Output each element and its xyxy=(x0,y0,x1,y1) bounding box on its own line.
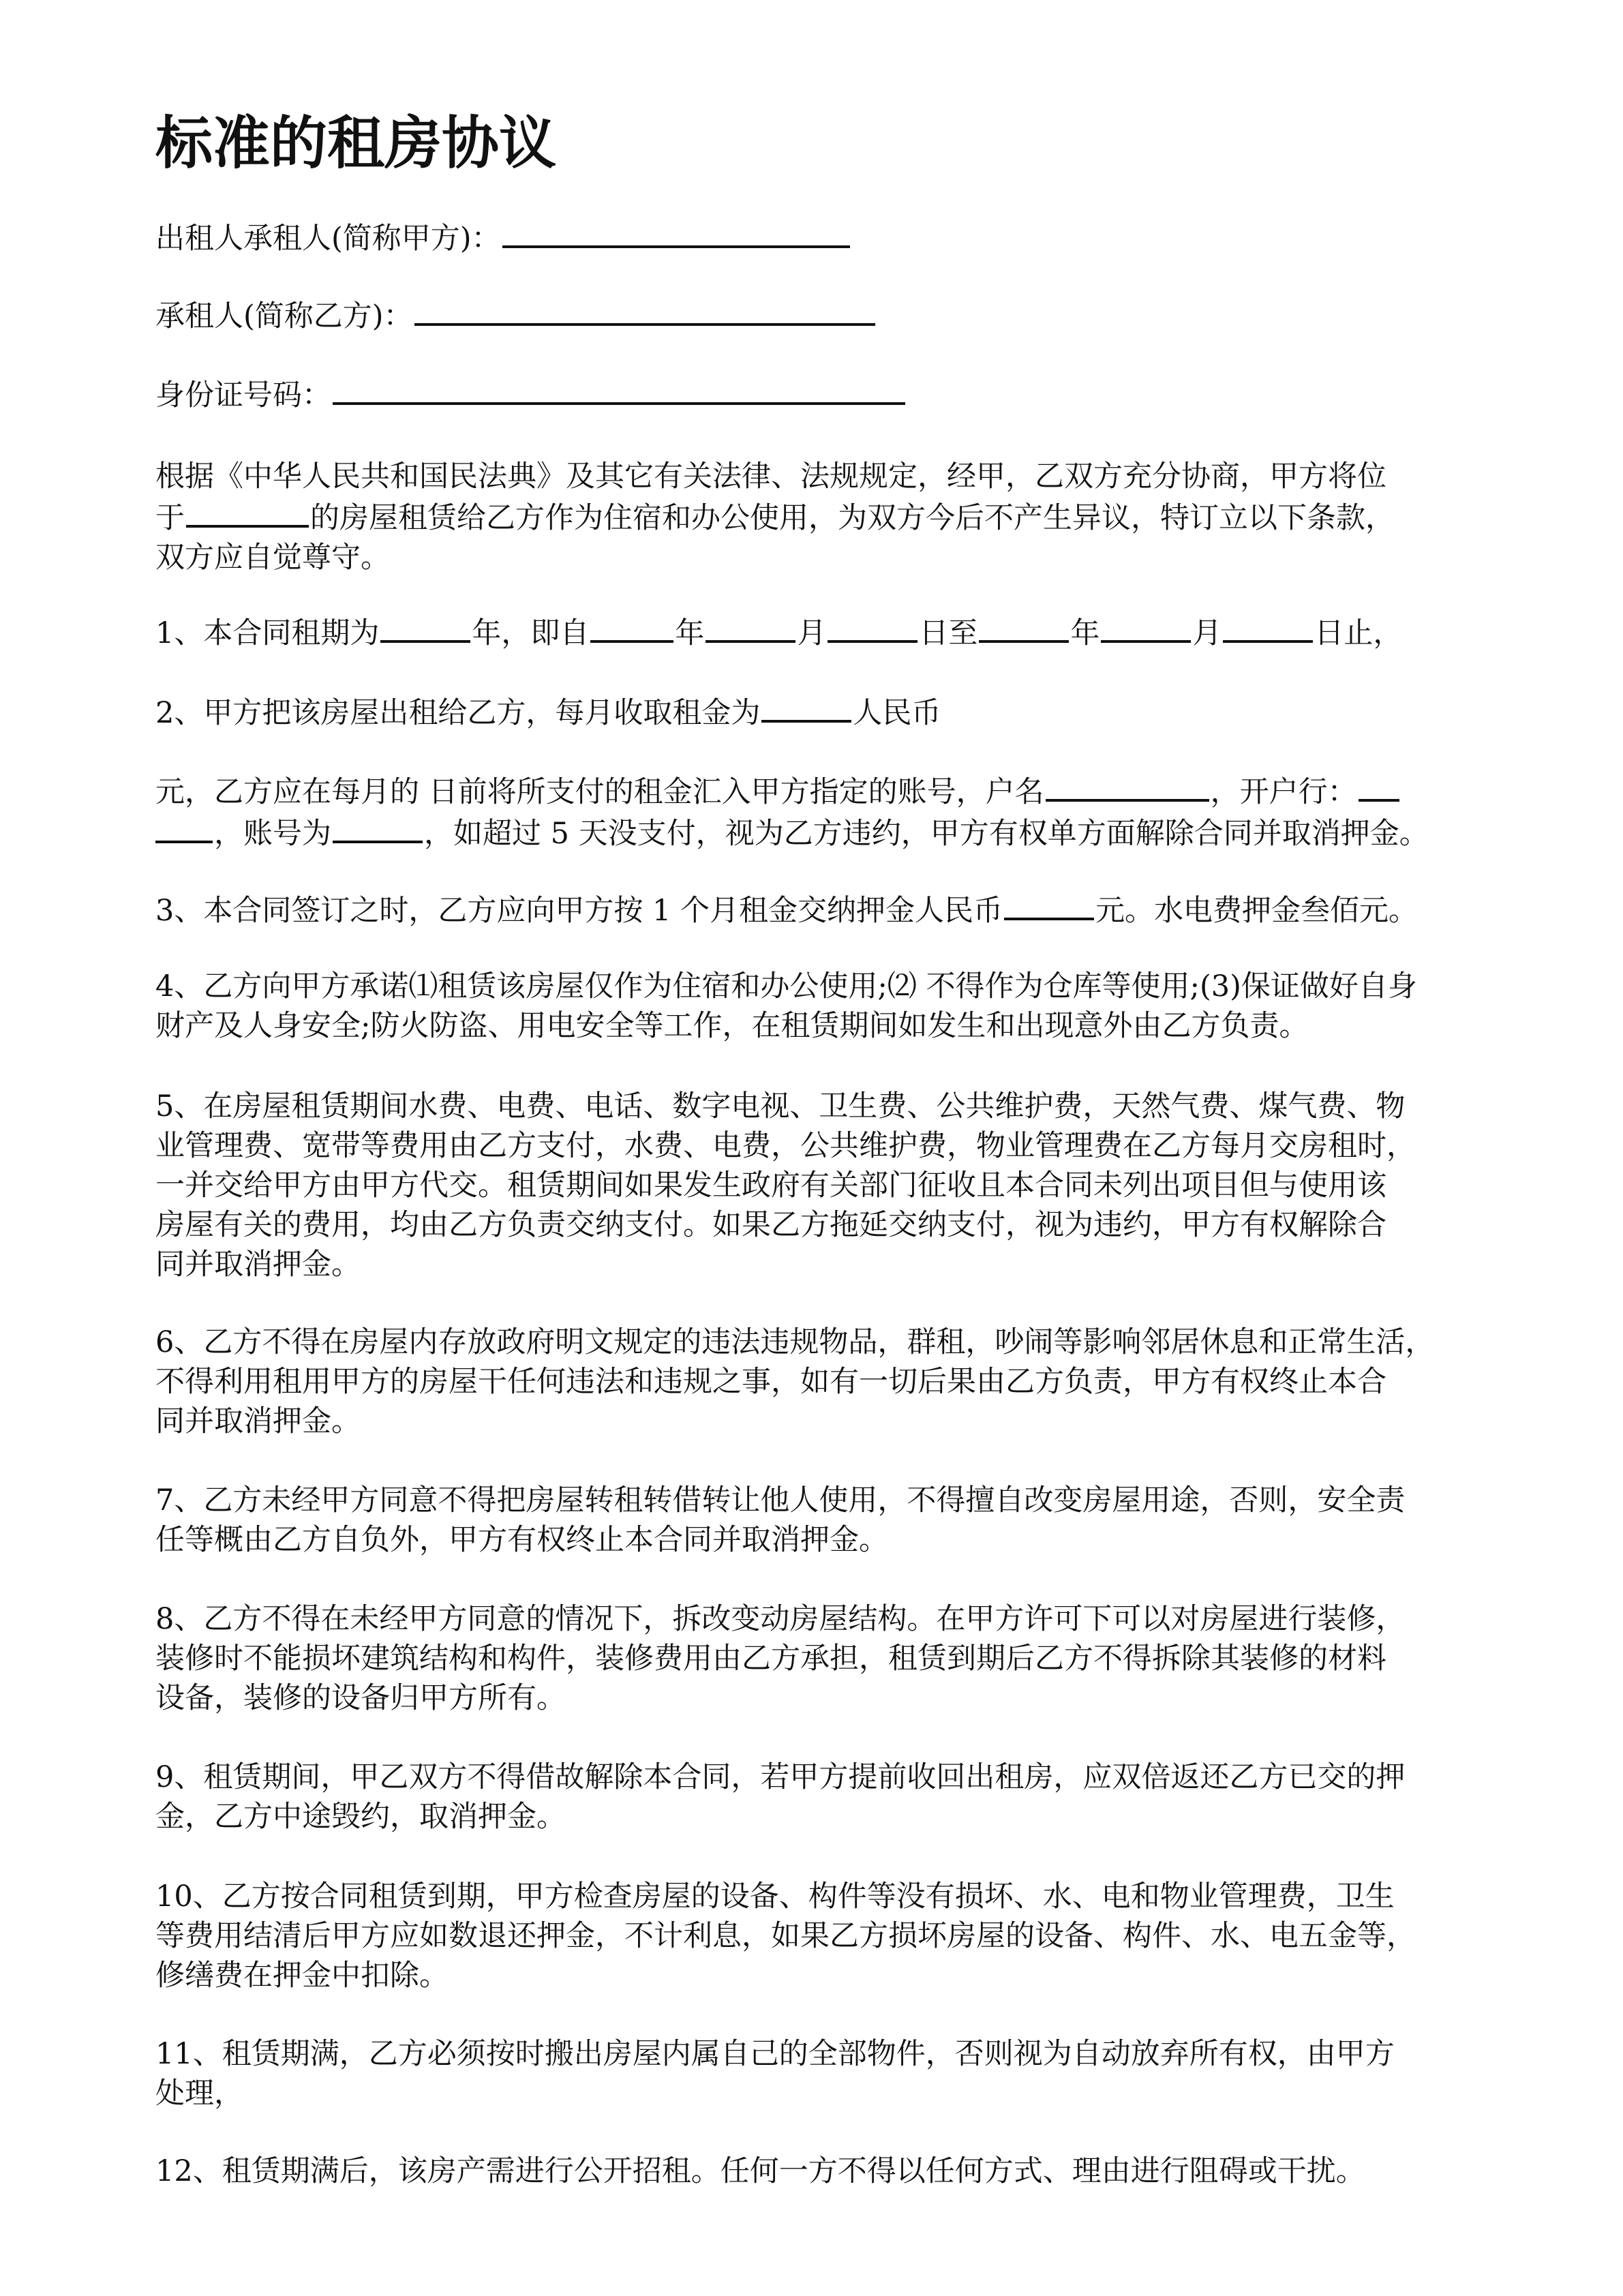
clause-line: 9、租赁期间，甲乙双方不得借故解除本合同，若甲方提前收回出租房，应双倍返还乙方已交的押 xyxy=(155,1760,1406,1794)
clause-line: 10、乙方按合同租赁到期，甲方检查房屋的设备、构件等没有损坏、水、电和物业管理费，卫生 xyxy=(155,1879,1395,1914)
clause-line: 12、租赁期满后，该房产需进行公开招租。任何一方不得以任何方式、理由进行阻碍或干扰。 xyxy=(155,2154,1365,2188)
clause-line: 5、在房屋租赁期间水费、电费、电话、数字电视、卫生费、公共维护费，天然气费、煤气费、物 xyxy=(155,1089,1406,1123)
intro-line: 双方应自觉尊守。 xyxy=(155,541,390,575)
clause-text: ，开户行： xyxy=(1210,775,1357,809)
clause-line: 财产及人身安全;防火防盗、用电安全等工作，在租赁期间如发生和出现意外由乙方负责。 xyxy=(155,1009,1309,1043)
clause-line: 一并交给甲方由甲方代交。租赁期间如果发生政府有关部门征收且本合同未列出项目但与使用该 xyxy=(155,1168,1386,1203)
clause-line: 11、租赁期满，乙方必须按时搬出房屋内属自己的全部物件，否则视为自动放弃所有权，由甲方 xyxy=(155,2037,1395,2071)
clause-line xyxy=(155,812,1560,854)
clause-text: 月 xyxy=(797,616,827,650)
clause-11 xyxy=(155,2034,1560,2113)
clause-line: 任等概由乙方自负外，甲方有权终止本合同并取消押金。 xyxy=(155,1523,888,1557)
bank-name-blank xyxy=(155,812,213,843)
end-day-blank xyxy=(1223,611,1313,643)
party-a-blank xyxy=(502,217,850,248)
clause-3 xyxy=(155,889,1560,931)
clause-8 xyxy=(155,1599,1560,1718)
clause-7 xyxy=(155,1481,1560,1560)
lease-years-blank xyxy=(380,611,470,643)
clause-line: 6、乙方不得在房屋内存放政府明文规定的违法违规物品，群租，吵闹等影响邻居休息和正常生活， xyxy=(155,1325,1435,1359)
party-b-blank xyxy=(414,294,875,326)
clause-12 xyxy=(155,2151,1560,2191)
end-month-blank xyxy=(1101,611,1191,643)
clause-text: 元。水电费押金叁佰元。 xyxy=(1095,894,1419,928)
clause-line: 同并取消押金。 xyxy=(155,1404,361,1438)
clause-6 xyxy=(155,1323,1560,1441)
clause-text: 年，即自 xyxy=(472,616,590,650)
intro-line xyxy=(155,496,1560,538)
clause-text: 日至 xyxy=(919,616,978,650)
clause-line: 金，乙方中途毁约，取消押金。 xyxy=(155,1800,566,1834)
clause-line: 房屋有关的费用，均由乙方负责交纳支付。如果乙方拖延交纳支付，视为违约，甲方有权解除合 xyxy=(155,1208,1386,1242)
clause-text: ，账号为 xyxy=(214,817,331,851)
id-number-blank xyxy=(333,374,905,405)
clause-line: 7、乙方未经甲方同意不得把房屋转租转借转让他人使用，不得擅自改变房屋用途，否则，安全责 xyxy=(155,1483,1406,1517)
clause-text: ，如超过 5 天没支付，视为乙方违约，甲方有权单方面解除合同并取消押金。 xyxy=(424,817,1429,851)
clause-text: 日止， xyxy=(1314,616,1403,650)
deposit-amount-blank xyxy=(1004,889,1094,920)
account-name-blank xyxy=(1046,770,1209,802)
clause-line: 修缮费在押金中扣除。 xyxy=(155,1959,449,1993)
start-year-blank xyxy=(590,611,673,643)
clause-text: 3、本合同签订之时，乙方应向甲方按 1 个月租金交纳押金人民币 xyxy=(155,894,1003,928)
clause-10 xyxy=(155,1877,1560,1995)
clause-text: 2、甲方把该房屋出租给乙方，每月收取租金为 xyxy=(155,696,761,730)
intro-paragraph xyxy=(155,457,1560,577)
party-b-field xyxy=(155,294,1560,336)
clause-2 xyxy=(155,691,1560,733)
party-a-field xyxy=(155,217,1560,258)
start-month-blank xyxy=(706,611,795,643)
clause-text: 年 xyxy=(675,616,705,650)
clause-line: 设备，装修的设备归甲方所有。 xyxy=(155,1681,566,1715)
clause-1 xyxy=(155,611,1560,653)
clause-line: 4、乙方向甲方承诺⑴租赁该房屋仅作为住宿和办公使用;⑵ 不得作为仓库等使用;(3)保证做好自身 xyxy=(155,969,1417,1003)
clause-text: 元，乙方应在每月的 日前将所支付的租金汇入甲方指定的账号，户名 xyxy=(155,775,1044,809)
clause-line: 装修时不能损坏建筑结构和构件，装修费用由乙方承担，租赁到期后乙方不得拆除其装修的材料 xyxy=(155,1642,1386,1676)
clause-2-continued xyxy=(155,770,1560,854)
clause-line: 8、乙方不得在未经甲方同意的情况下，拆改变动房屋结构。在甲方许可下可以对房屋进行装修， xyxy=(155,1602,1406,1636)
account-number-blank xyxy=(333,812,423,843)
clause-5 xyxy=(155,1087,1560,1284)
party-b-label: 承租人(简称乙方)： xyxy=(155,299,413,333)
clause-line xyxy=(155,691,1560,733)
clause-9 xyxy=(155,1757,1560,1837)
clause-4 xyxy=(155,967,1560,1046)
party-a-label: 出租人承租人(简称甲方)： xyxy=(155,222,501,256)
document-title: 标准的租房协议 xyxy=(155,110,557,177)
start-day-blank xyxy=(828,611,917,643)
bank-name-blank xyxy=(1359,770,1399,802)
clause-text: 年 xyxy=(1070,616,1100,650)
clause-line xyxy=(155,770,1560,812)
clause-line: 同并取消押金。 xyxy=(155,1248,361,1282)
monthly-rent-blank xyxy=(761,691,851,723)
end-year-blank xyxy=(979,611,1069,643)
clause-line: 业管理费、宽带等费用由乙方支付，水费、电费，公共维护费，物业管理费在乙方每月交房租时， xyxy=(155,1129,1416,1163)
clause-line xyxy=(155,889,1560,931)
clause-text: 人民币 xyxy=(853,696,941,730)
intro-text: 的房屋租赁给乙方作为住宿和办公使用，为双方今后不产生异议，特订立以下条款， xyxy=(310,501,1395,535)
clause-text: 1、本合同租期为 xyxy=(155,616,380,650)
intro-text: 于 xyxy=(155,501,185,535)
clause-line: 处理， xyxy=(155,2076,243,2111)
id-number-field xyxy=(155,374,1560,415)
clause-text: 月 xyxy=(1192,616,1222,650)
id-number-label: 身份证号码： xyxy=(155,378,331,412)
intro-line: 根据《中华人民共和国民法典》及其它有关法律、法规规定，经甲，乙双方充分协商，甲方将位 xyxy=(155,459,1386,494)
clause-line: 不得利用租用甲方的房屋干任何违法和违规之事，如有一切后果由乙方负责，甲方有权终止本合 xyxy=(155,1365,1386,1399)
property-location-blank xyxy=(186,496,309,528)
clause-line: 等费用结清后甲方应如数退还押金，不计利息，如果乙方损坏房屋的设备、构件、水、电五金等， xyxy=(155,1919,1416,1953)
clause-line xyxy=(155,611,1560,653)
